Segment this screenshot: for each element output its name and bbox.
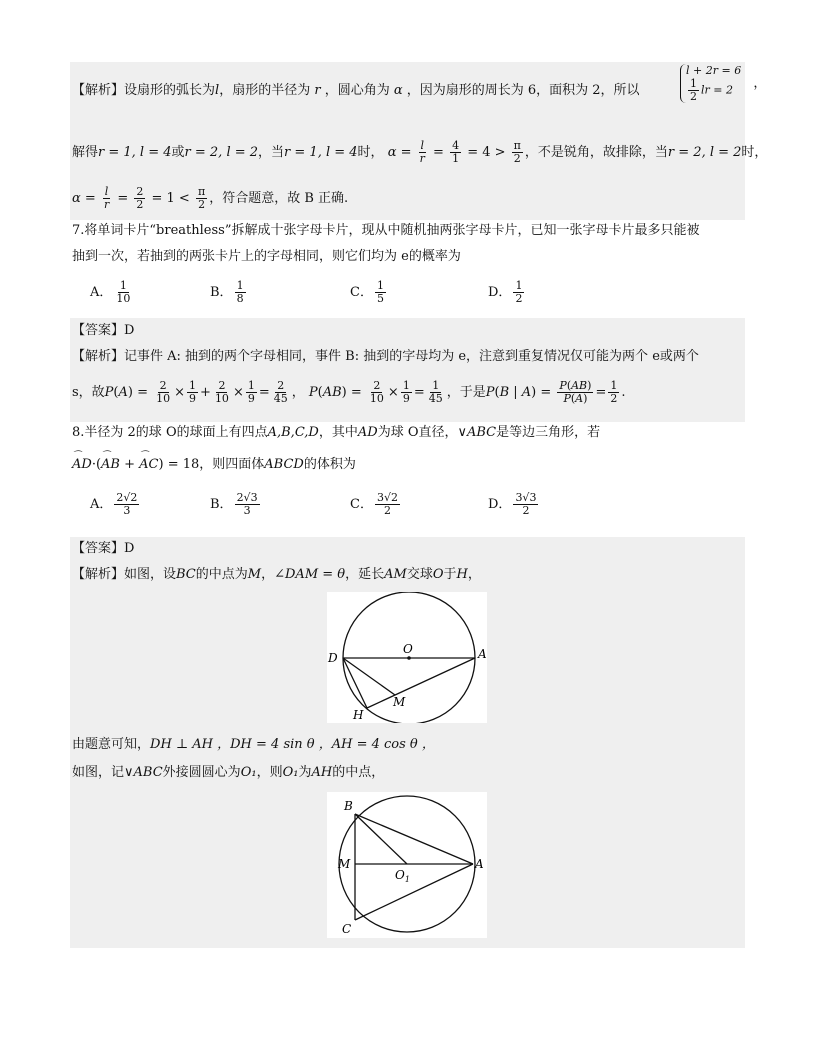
q6-solution-line1: 【解析】设扇形的弧长为l，扇形的半径为 r ，圆心角为 α ，因为扇形的周长为 6，面积为 2，所以 — [72, 83, 640, 98]
q8-option-b: B． $\frac{2√3}{3}$ — [210, 491, 258, 517]
q8-question-line1: 8.半径为 2的球 O的球面上有四点A,B,C,D，其中AD为球 O直径，∨ABC是等边三角形，若 — [72, 425, 601, 440]
sphere-cross-section-figure — [327, 592, 487, 723]
q6-solution-line3: α = $\frac{l}{r}$ = $\frac{2}{2}$ = 1 < $\frac{\pi}{2}$ ，符合题意，故 B 正确. — [72, 185, 349, 211]
q6-equation-system: l + 2r = 6 $\frac{1}{2}$ lr = 2 ， — [680, 64, 766, 103]
q8-option-c: C． $\frac{3√2}{2}$ — [350, 491, 398, 517]
label-o: O — [403, 642, 413, 656]
q8-answer: 【答案】D — [72, 541, 135, 556]
q7-solution-line1: 【解析】记事件 A: 抽到的两个字母相同，事件 B: 抽到的字母均为 e，注意到重复情况仅可能为两个 e或两个 — [72, 349, 699, 364]
q8-solution-line2: 由题意可知，DH ⊥ AH ，DH = 4 sin θ ，AH = 4 cos θ ， — [72, 737, 435, 752]
label-m2: M — [338, 857, 351, 871]
q8-option-a: A． $\frac{2√2}{3}$ — [90, 491, 138, 517]
q7-option-a: A． $\frac{1}{10}$ — [90, 279, 131, 305]
circumcircle-figure — [327, 792, 487, 938]
label-o1: $O_1$ — [395, 868, 410, 884]
label-c: C — [342, 922, 352, 936]
q8-question-line2: ⌒ AD·(⌒ AB + ⌒ AC) = 18，则四面体ABCD的体积为 — [72, 456, 356, 474]
q7-option-b: B． $\frac{1}{8}$ — [210, 279, 244, 305]
q8-solution-line1: 【解析】如图，设BC的中点为M，∠DAM = θ，延长AM交球O于H， — [72, 567, 481, 582]
q8-option-d: D． $\frac{3√3}{2}$ — [488, 491, 537, 517]
label-a: A — [478, 647, 487, 661]
label-a2: A — [475, 857, 484, 871]
q7-answer: 【答案】D — [72, 323, 135, 338]
label-b: B — [344, 799, 353, 813]
label-h: H — [353, 708, 364, 722]
label-d: D — [328, 651, 338, 665]
q7-question-line1: 7.将单词卡片“breathless”拆解成十张字母卡片，现从中随机抽两张字母卡片，已知一张字母卡片最多只能被 — [72, 223, 700, 238]
label-m: M — [393, 695, 406, 709]
q7-solution-line2: s，故P(A) = $\frac{2}{10}$ × $\frac{1}{9}$ + $\frac{2}{10}$ × $\frac{1}{9}$ = $\frac{2}{45}$ ， P(AB) = $\frac{2}{10}$ × $\frac{1}{9}$ = $\frac{1}{45}$ ，于是P(B | A) = $\frac{P(AB)}{P(A)}$ = $\frac{1}{2}$ . — [72, 379, 626, 405]
q8-solution-line3: 如图，记∨ABC外接圆圆心为O₁，则O₁为AH的中点， — [72, 765, 385, 780]
q6-prefix: 【解析】设扇形的弧长为 — [72, 83, 216, 98]
q7-option-c: C． $\frac{1}{5}$ — [350, 279, 384, 305]
q7-question-line2: 抽到一次，若抽到的两张卡片上的字母相同，则它们均为 e的概率为 — [72, 249, 461, 264]
q6-solution-line2: 解得r = 1, l = 4或r = 2, l = 2，当r = 1, l = 4时， α = $\frac{l}{r}$ = $\frac{4}{1}$ = 4 > $\frac{\pi}{2}$ ，不是锐角，故排除，当r = 2, l = 2时， — [72, 139, 768, 165]
q7-option-d: D． $\frac{1}{2}$ — [488, 279, 523, 305]
q7-answer-block — [70, 318, 745, 422]
